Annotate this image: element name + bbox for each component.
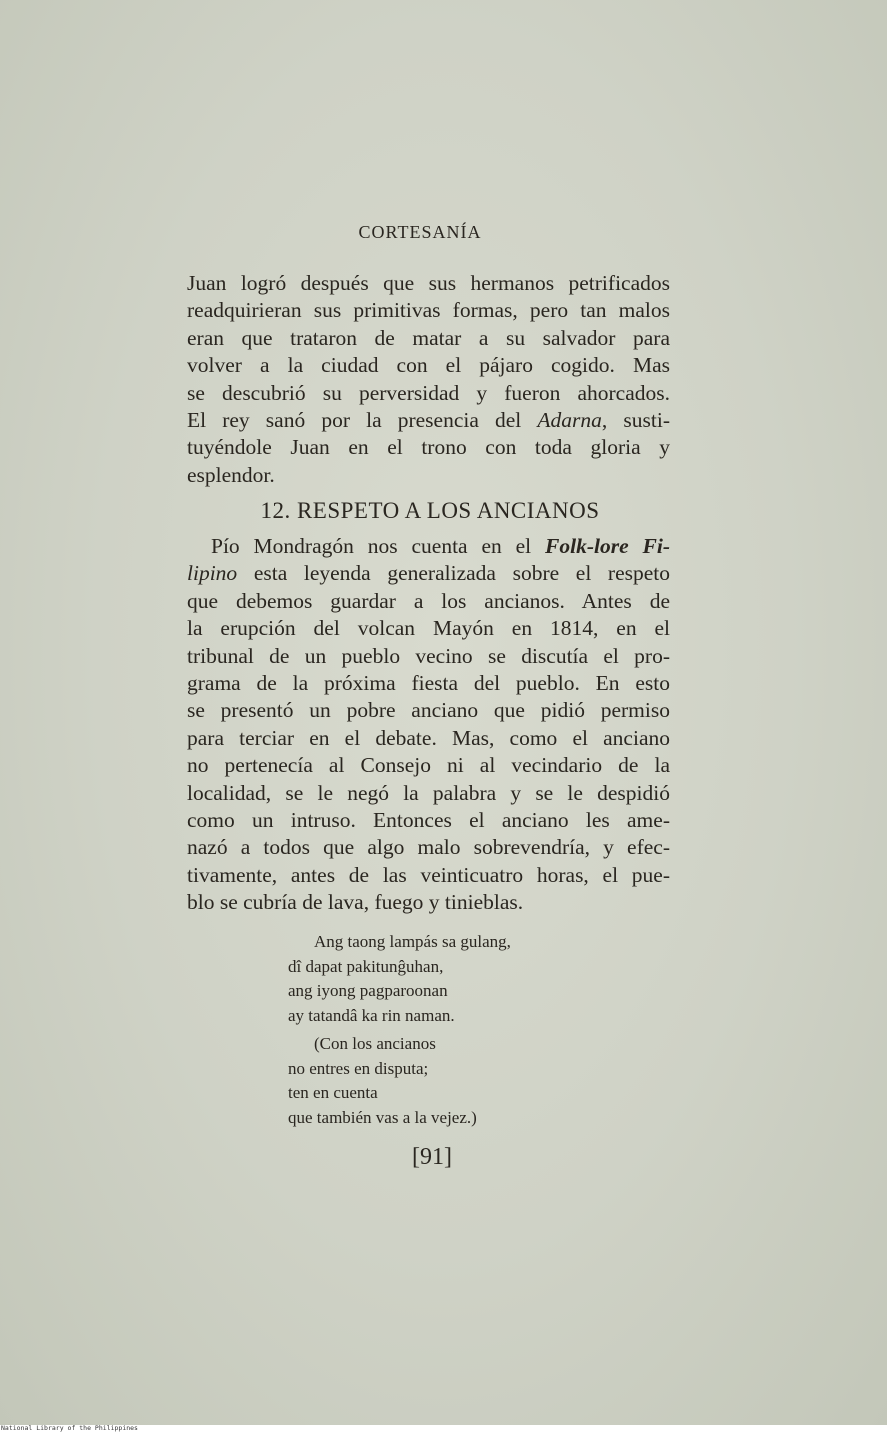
text-line-with-italic: [187, 560, 670, 587]
paragraph-adarna-ending: [187, 270, 670, 489]
text-line: volver a la ciudad con el pájaro cogido. Mas: [187, 353, 670, 378]
text-segment: Pío Mondragón nos cuenta en el: [211, 534, 532, 558]
text-line: blo se cubría de lava, fuego y tinieblas.: [187, 890, 524, 915]
verse-line: ay tatandâ ka rin naman.: [288, 1005, 455, 1025]
text-line: tivamente, antes de las veinticuatro horas, el pue-: [187, 862, 670, 887]
italic-title-folklore: Folk-lore Fi-: [545, 534, 670, 558]
text-line: no pertenecía al Consejo ni al vecindario de la: [187, 753, 670, 778]
verse-line: (Con los ancianos: [314, 1034, 436, 1053]
section-heading: 12. RESPETO A LOS ANCIANOS: [260, 498, 600, 523]
text-line: esplendor.: [187, 462, 275, 487]
text-line-with-italic: [187, 407, 670, 434]
text-line: como un intruso. Entonces el anciano les ame-: [187, 808, 670, 833]
italic-title-folklore-cont: lipino: [187, 561, 238, 586]
text-line: Juan logró después que sus hermanos petrificados: [187, 271, 670, 295]
text-line: para terciar en el debate. Mas, como el anciano: [187, 725, 670, 750]
text-line: que debemos guardar a los ancianos. Antes de: [187, 588, 670, 613]
verse-line: Ang taong lampás sa gulang,: [314, 932, 511, 951]
verse-tagalog: [288, 930, 588, 1028]
text-line: grama de la próxima fiesta del pueblo. En esto: [187, 671, 670, 696]
page-number: [91]: [412, 1144, 452, 1170]
verse-line: dî dapat pakitunĝuhan,: [288, 956, 444, 976]
text-line: localidad, se le negó la palabra y se le despidió: [187, 780, 670, 805]
paragraph-respeto: [187, 533, 670, 917]
verse-line: que también vas a la vejez.): [288, 1107, 477, 1127]
verse-line: no entres en disputa;: [288, 1058, 429, 1078]
verse-spanish: [288, 1032, 588, 1130]
text-line: tuyéndole Juan en el trono con toda gloria y: [187, 435, 670, 460]
text-line: eran que trataron de matar a su salvador para: [187, 325, 670, 350]
text-line: se descubrió su perversidad y fueron ahorcados.: [187, 380, 670, 405]
verse-line: ten en cuenta: [288, 1083, 378, 1102]
text-segment: esta leyenda generalizada sobre el respeto: [253, 561, 671, 586]
footer-credit: National Library of the Philippines: [1, 1424, 138, 1432]
text-line: la erupción del volcan Mayón en 1814, en el: [187, 616, 670, 641]
text-line: se presentó un pobre anciano que pidió permiso: [187, 698, 670, 723]
text-segment: , susti-: [601, 408, 671, 433]
text-line-with-italic: [187, 533, 670, 560]
scan-footer: [0, 1425, 887, 1433]
text-line: tribunal de un pueblo vecino se discutía el pro-: [187, 643, 670, 668]
text-line: readquirieran sus primitivas formas, pero tan malos: [187, 298, 670, 323]
text-line: nazó a todos que algo malo sobrevendría, y efec-: [187, 835, 670, 860]
italic-title-adarna: Adarna: [537, 408, 602, 433]
running-head: CORTESANÍA: [358, 222, 482, 242]
text-segment: El rey sanó por la presencia del: [187, 408, 522, 433]
verse-line: ang iyong pagparoonan: [288, 981, 448, 1000]
